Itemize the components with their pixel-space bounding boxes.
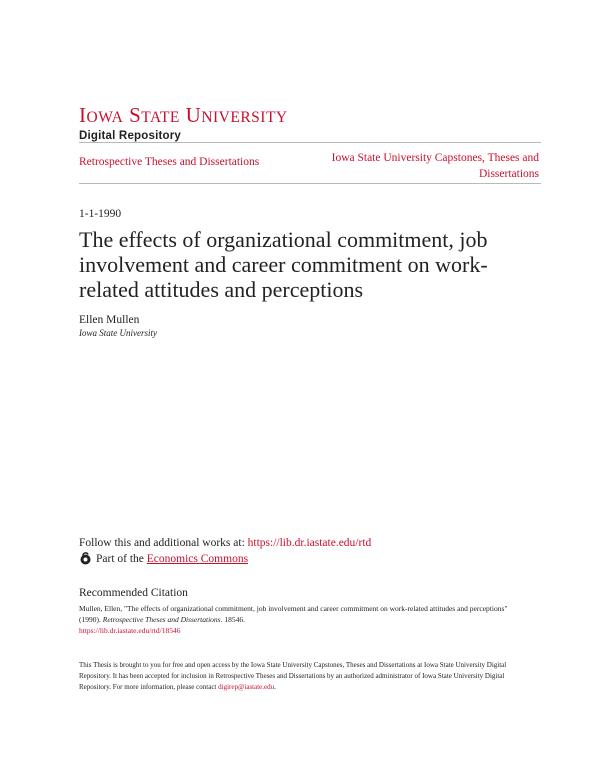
citation-body <box>79 603 529 636</box>
collection-link-capstones[interactable]: Iowa State University Capstones, Theses and Dissertations <box>331 152 539 180</box>
publication-date: 1-1-1990 <box>79 208 122 220</box>
document-title: The effects of organizational commitment, job involvement and career commitment on work-related attitudes and perceptions <box>79 227 488 302</box>
logo-wordmark: IOWA STATE UNIVERSITY <box>79 103 288 127</box>
part-of-text: Part of the <box>96 552 144 565</box>
author-name: Ellen Mullen <box>79 314 140 326</box>
nav-divider <box>79 183 541 184</box>
repository-notice <box>79 660 534 693</box>
part-of-line <box>79 552 248 565</box>
open-access-icon <box>79 552 92 565</box>
citation-text: Mullen, Ellen, "The effects of organizational commitment, job involvement and career commitment on work-related attitudes and perceptions" (1990). <box>79 604 508 624</box>
header-divider <box>79 142 541 143</box>
citation-heading: Recommended Citation <box>79 587 188 599</box>
follow-text: Follow this and additional works at: <box>79 537 248 549</box>
notice-end: . <box>274 683 276 691</box>
economics-commons-link[interactable]: Economics Commons <box>146 552 249 565</box>
isu-logo <box>79 104 288 143</box>
author-affiliation: Iowa State University <box>79 328 157 338</box>
citation-url-link[interactable]: https://lib.dr.iastate.edu/rtd/18546 <box>79 626 181 635</box>
citation-number: . 18546. <box>220 615 245 624</box>
logo-subtitle: Digital Repository <box>79 130 182 142</box>
collection-link-rtd[interactable]: Retrospective Theses and Dissertations <box>79 156 260 168</box>
follow-line <box>79 537 371 549</box>
notice-text: This Thesis is brought to you for free and open access by the Iowa State University Capstones, Theses and Dissertations at Iowa State University Digital Repository. It has been accepted for inclusion in Retrospective Theses and Dissertations by an authorized administrator of Iowa State University Digital Repository. For more information, please contact <box>79 661 507 691</box>
contact-email-link[interactable]: digirep@iastate.edu <box>218 683 275 691</box>
citation-series: Retrospective Theses and Dissertations <box>102 615 221 624</box>
follow-url-link[interactable]: https://lib.dr.iastate.edu/rtd <box>247 537 372 549</box>
